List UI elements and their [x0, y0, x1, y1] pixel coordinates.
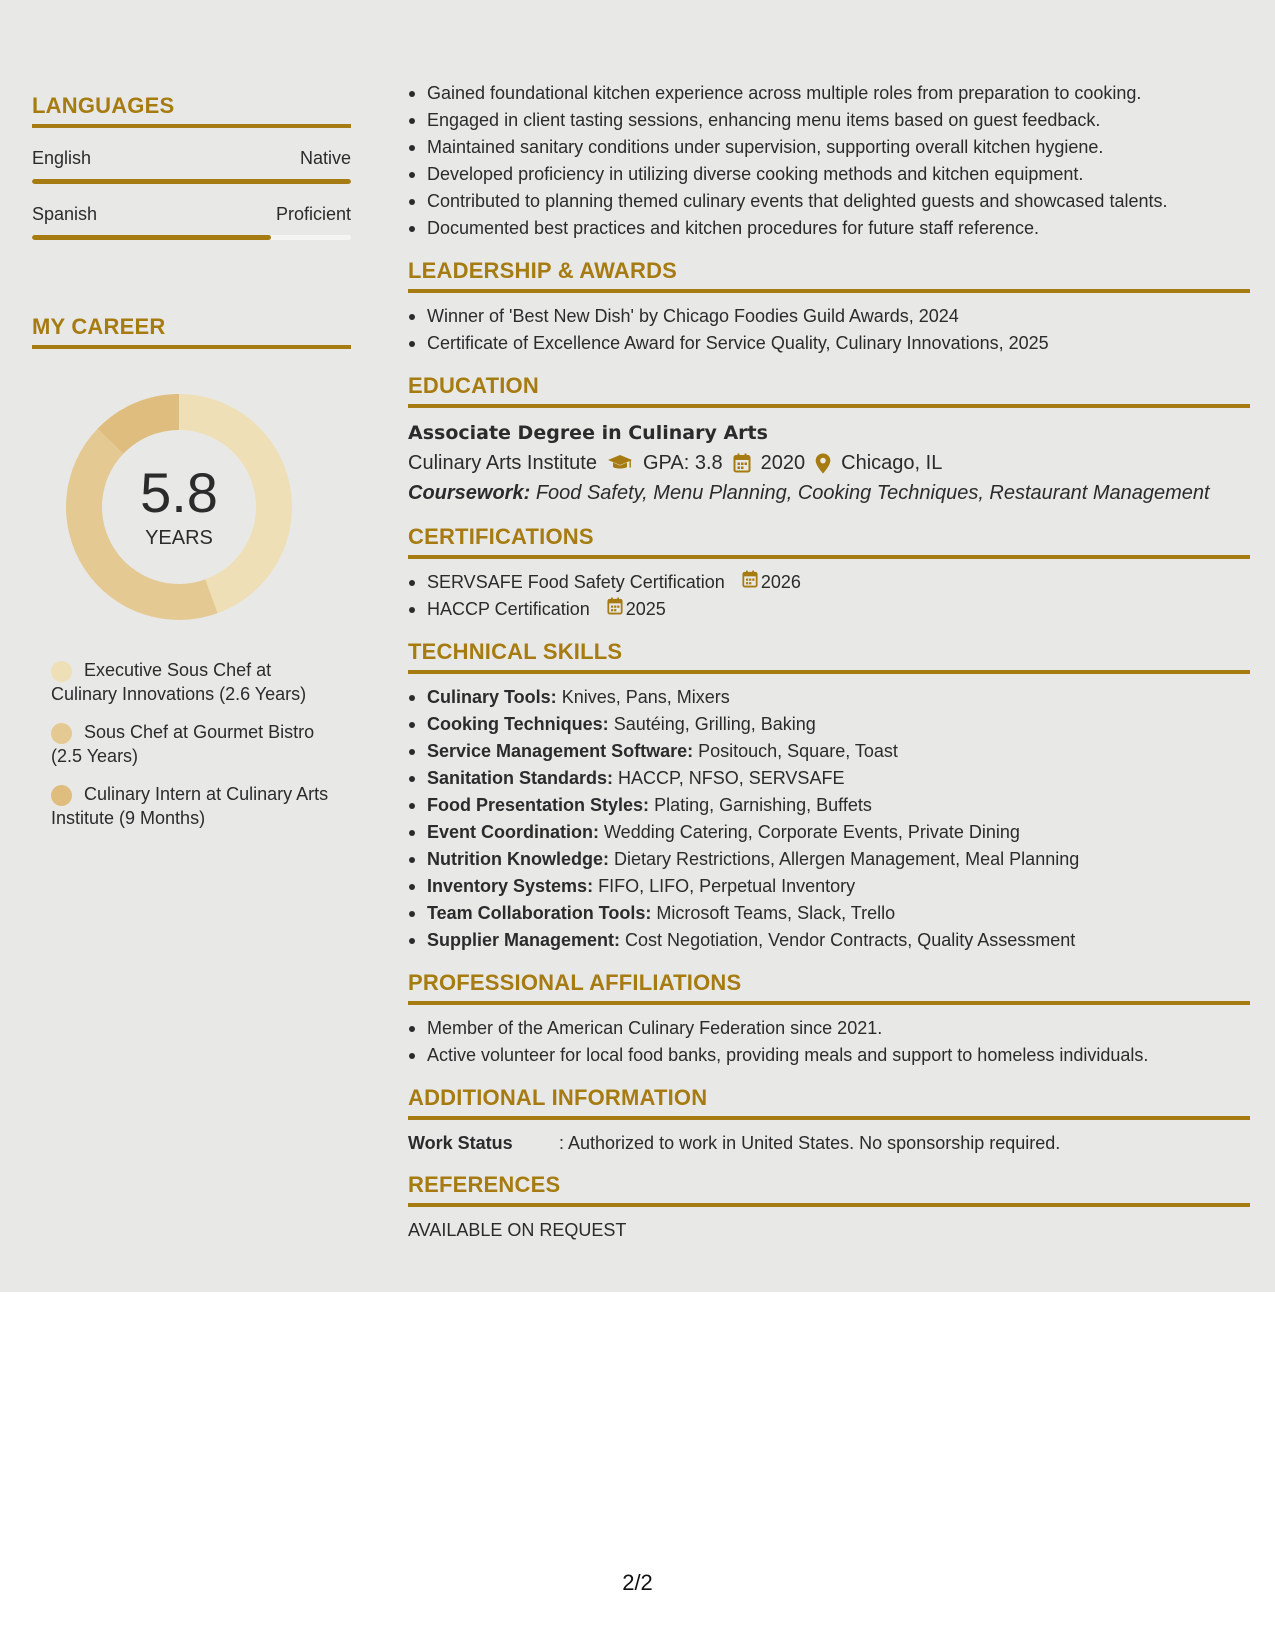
list-item: [408, 596, 1250, 623]
additional-info-heading: ADDITIONAL INFORMATION: [408, 1085, 1250, 1120]
skill-value: Dietary Restrictions, Allergen Management, Meal Planning: [614, 849, 1080, 869]
certifications-heading: CERTIFICATIONS: [408, 524, 1250, 559]
legend-label: Culinary Intern at Culinary Arts Institute (9 Months): [51, 784, 329, 828]
skill-item: [408, 819, 1250, 846]
language-level: Native: [299, 148, 351, 168]
education-location: Chicago, IL: [841, 452, 943, 474]
references-text: AVAILABLE ON REQUEST: [408, 1220, 627, 1240]
work-status-value: : Authorized to work in United States. No sponsorship required.: [559, 1133, 1061, 1153]
skill-value: Knives, Pans, Mixers: [561, 687, 730, 707]
language-level: Proficient: [275, 204, 351, 224]
references-heading: REFERENCES: [408, 1172, 1250, 1207]
legend-dot-icon: [51, 785, 72, 806]
career-legend: [51, 658, 341, 830]
list-item: Engaged in client tasting sessions, enhancing menu items based on guest feedback.: [408, 107, 1250, 134]
skill-item: [408, 900, 1250, 927]
language-name: English: [32, 148, 92, 168]
skill-item: [408, 711, 1250, 738]
legend-label: Executive Sous Chef at Culinary Innovations (2.6 Years): [51, 660, 307, 704]
education-degree: Associate Degree in Culinary Arts: [408, 422, 768, 444]
list-item: Documented best practices and kitchen procedures for future staff reference.: [408, 215, 1250, 242]
language-proficiency-fill: [32, 235, 271, 240]
education-meta: [408, 448, 1250, 478]
skill-item: [408, 765, 1250, 792]
legend-dot-icon: [51, 661, 72, 682]
skill-value: Plating, Garnishing, Buffets: [654, 795, 872, 815]
leadership-heading: LEADERSHIP & AWARDS: [408, 258, 1250, 293]
work-status-label: Work Status: [408, 1133, 513, 1153]
calendar-icon: [733, 453, 751, 473]
language-proficiency-fill: [32, 179, 351, 184]
skill-item: [408, 927, 1250, 954]
career-total-unit: YEARS: [145, 526, 213, 549]
certification-date: [742, 569, 801, 596]
graduation-cap-icon: [607, 453, 633, 473]
language-english: [32, 148, 351, 184]
list-item: Winner of 'Best New Dish' by Chicago Foodies Guild Awards, 2024: [408, 303, 1250, 330]
education-heading: EDUCATION: [408, 373, 1250, 408]
certification-name: HACCP Certification: [427, 599, 590, 619]
list-item: Maintained sanitary conditions under supervision, supporting overall kitchen hygiene.: [408, 134, 1250, 161]
language-spanish: [32, 204, 351, 240]
career-legend-item: [51, 782, 341, 830]
skills-heading: TECHNICAL SKILLS: [408, 639, 1250, 674]
career-donut-chart: [66, 394, 292, 620]
skills-list: [408, 684, 1250, 954]
skill-label: Team Collaboration Tools:: [427, 903, 652, 923]
skill-item: [408, 684, 1250, 711]
legend-dot-icon: [51, 723, 72, 744]
main-content: [408, 80, 1250, 1243]
skill-label: Sanitation Standards:: [427, 768, 614, 788]
skill-label: Supplier Management:: [427, 930, 621, 950]
skill-label: Inventory Systems:: [427, 876, 594, 896]
skill-value: HACCP, NFSO, SERVSAFE: [618, 768, 845, 788]
certification-year: 2025: [625, 599, 666, 619]
education-year: 2020: [760, 452, 806, 474]
skill-value: Sautéing, Grilling, Baking: [613, 714, 816, 734]
page-number: 2/2: [622, 1570, 653, 1595]
certification-name: SERVSAFE Food Safety Certification: [427, 572, 725, 592]
education-school: Culinary Arts Institute: [408, 452, 597, 474]
list-item: Active volunteer for local food banks, providing meals and support to homeless individuals.: [408, 1042, 1250, 1069]
skill-label: Culinary Tools:: [427, 687, 557, 707]
certification-year: 2026: [760, 572, 801, 592]
language-proficiency-bar: [32, 235, 351, 240]
legend-label: Sous Chef at Gourmet Bistro (2.5 Years): [51, 722, 315, 766]
sidebar: [32, 93, 351, 844]
work-status-row: [408, 1130, 1250, 1156]
affiliations-heading: PROFESSIONAL AFFILIATIONS: [408, 970, 1250, 1005]
language-proficiency-bar: [32, 179, 351, 184]
list-item: Developed proficiency in utilizing diverse cooking methods and kitchen equipment.: [408, 161, 1250, 188]
list-item: Certificate of Excellence Award for Service Quality, Culinary Innovations, 2025: [408, 330, 1250, 357]
language-name: Spanish: [32, 204, 98, 224]
skill-label: Food Presentation Styles:: [427, 795, 650, 815]
certifications-list: [408, 569, 1250, 623]
certification-date: [607, 596, 666, 623]
skill-value: FIFO, LIFO, Perpetual Inventory: [598, 876, 856, 896]
calendar-icon: [607, 596, 626, 623]
career-heading: MY CAREER: [32, 314, 351, 349]
languages-heading: LANGUAGES: [32, 93, 351, 128]
education-gpa: GPA: 3.8: [642, 452, 723, 474]
calendar-icon: [742, 569, 761, 596]
career-legend-item: [51, 720, 341, 768]
experience-bullets: [408, 80, 1250, 242]
career-total-years: 5.8: [140, 460, 218, 524]
education-coursework: [408, 478, 1250, 508]
skill-label: Service Management Software:: [427, 741, 694, 761]
skill-value: Cost Negotiation, Vendor Contracts, Quality Assessment: [625, 930, 1076, 950]
leadership-list: [408, 303, 1250, 357]
skill-value: Microsoft Teams, Slack, Trello: [656, 903, 896, 923]
skill-label: Event Coordination:: [427, 822, 599, 842]
skill-value: Wedding Catering, Corporate Events, Private Dining: [604, 822, 1020, 842]
location-pin-icon: [815, 453, 831, 474]
list-item: [408, 569, 1250, 596]
list-item: Gained foundational kitchen experience across multiple roles from preparation to cooking.: [408, 80, 1250, 107]
list-item: Member of the American Culinary Federation since 2021.: [408, 1015, 1250, 1042]
coursework-label: Coursework:: [408, 482, 531, 504]
affiliations-list: [408, 1015, 1250, 1069]
skill-item: [408, 873, 1250, 900]
skill-item: [408, 738, 1250, 765]
skill-value: Positouch, Square, Toast: [698, 741, 898, 761]
skill-item: [408, 792, 1250, 819]
list-item: Contributed to planning themed culinary events that delighted guests and showcased talents.: [408, 188, 1250, 215]
skill-item: [408, 846, 1250, 873]
career-legend-item: [51, 658, 341, 706]
skill-label: Cooking Techniques:: [427, 714, 609, 734]
skill-label: Nutrition Knowledge:: [427, 849, 609, 869]
coursework-value: Food Safety, Menu Planning, Cooking Techniques, Restaurant Management: [535, 482, 1210, 504]
